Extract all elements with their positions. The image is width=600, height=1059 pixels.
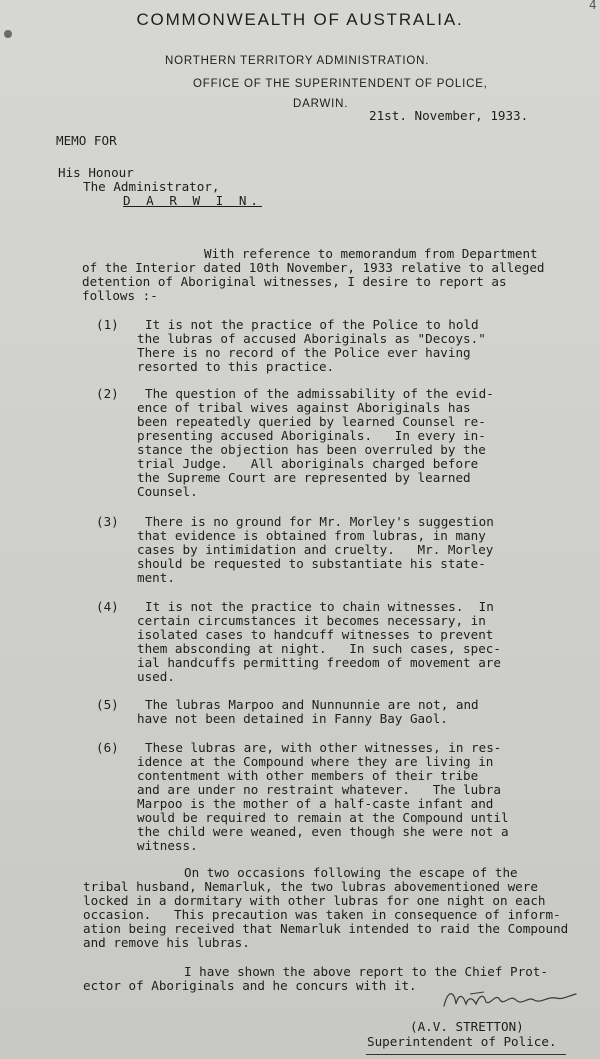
letterhead-title: COMMONWEALTH OF AUSTRALIA. [136, 10, 464, 29]
point-6-line: idence at the Compound where they are living in [137, 754, 494, 769]
point-4-number: (4) [96, 599, 119, 614]
point-2-line: The question of the admissability of the evid- [145, 386, 494, 401]
intro-line-2: of the Interior dated 10th November, 1933 relative to alleged [82, 260, 545, 275]
point-2-line: ence of tribal wives against Aboriginals has [137, 400, 471, 415]
punch-hole [4, 30, 12, 38]
letterhead-city: DARWIN. [293, 98, 349, 110]
point-6-line: contentment with other members of their tribe [137, 768, 479, 783]
point-3-line: There is no ground for Mr. Morley's suggestion [145, 514, 494, 529]
point-3-line: cases by intimidation and cruelty. Mr. Morley [137, 542, 494, 557]
point-6-line: witness. [137, 838, 198, 853]
intro-line-3: detention of Aboriginal witnesses, I desire to report as [82, 274, 507, 289]
report-line: I have shown the above report to the Chief Prot- [184, 964, 548, 979]
occasions-line: On two occasions following the escape of the [184, 865, 518, 880]
point-1-line: resorted to this practice. [137, 359, 335, 374]
point-1-number: (1) [96, 317, 119, 332]
point-3-line: that evidence is obtained from lubras, in many [137, 528, 486, 543]
occasions-line: locked in a dormitary with other lubras for one night on each [83, 893, 546, 908]
point-2-line: Counsel. [137, 484, 198, 499]
occasions-line: ation being received that Nemarluk intended to raid the Compound [83, 921, 569, 936]
occasions-line: and remove his lubras. [83, 935, 250, 950]
point-4-line: isolated cases to handcuff witnesses to prevent [137, 627, 494, 642]
point-1-line: It is not the practice of the Police to hold [145, 317, 479, 332]
point-3-number: (3) [96, 514, 119, 529]
point-2-line: been repeatedly queried by learned Counsel re- [137, 414, 486, 429]
point-5-number: (5) [96, 697, 119, 712]
occasions-line: tribal husband, Nemarluk, the two lubras abovementioned were [83, 879, 538, 894]
point-6-line: and are under no restraint whatever. The lubra [137, 782, 501, 797]
point-6-line: These lubras are, with other witnesses, in res- [145, 740, 502, 755]
report-line: ector of Aboriginals and he concurs with it. [83, 978, 417, 993]
point-4-line: ial handcuffs permitting freedom of movement are [137, 655, 501, 670]
point-6-line: would be required to remain at the Compound until [137, 810, 509, 825]
point-3-line: should be requested to substantiate his state- [137, 556, 486, 571]
letterhead-administration: NORTHERN TERRITORY ADMINISTRATION. [165, 55, 430, 67]
memo-for-label: MEMO FOR [56, 133, 117, 148]
occasions-line: occasion. This precaution was taken in consequence of inform- [83, 907, 561, 922]
letterhead-office: OFFICE OF THE SUPERINTENDENT OF POLICE, [193, 78, 488, 90]
addressee-line-1: His Honour [58, 165, 134, 180]
point-6-line: Marpoo is the mother of a half-caste infant and [137, 796, 494, 811]
point-4-line: used. [137, 669, 175, 684]
point-4-line: certain circumstances it becomes necessary, in [137, 613, 486, 628]
point-2-line: stance the objection has been overruled by the [137, 442, 486, 457]
memo-date: 21st. November, 1933. [369, 108, 529, 123]
point-1-line: There is no record of the Police ever having [137, 345, 471, 360]
signature-rule [366, 1054, 566, 1055]
signatory-title: Superintendent of Police. [367, 1034, 557, 1049]
point-2-number: (2) [96, 386, 119, 401]
point-2-line: the Supreme Court are represented by learned [137, 470, 471, 485]
signatory-name: (A.V. STRETTON) [410, 1019, 524, 1034]
intro-line-1: With reference to memorandum from Department [204, 246, 538, 261]
point-5-line: The lubras Marpoo and Nunnunnie are not, and [145, 697, 479, 712]
addressee-line-2: The Administrator, [83, 179, 220, 194]
page-number: 4 [589, 0, 597, 12]
point-6-line: the child were weaned, even though she were not a [137, 824, 509, 839]
point-5-line: have not been detained in Fanny Bay Gaol. [137, 711, 448, 726]
point-4-line: It is not the practice to chain witnesses. In [145, 599, 494, 614]
point-6-number: (6) [96, 740, 119, 755]
point-1-line: the lubras of accused Aboriginals as "Decoys." [137, 331, 486, 346]
point-4-line: them absconding at night. In such cases, spec- [137, 641, 501, 656]
intro-line-4: follows :- [82, 288, 158, 303]
addressee-line-3: D A R W I N. [123, 193, 262, 208]
handwritten-signature [440, 986, 580, 1012]
point-2-line: presenting accused Aboriginals. In every in- [137, 428, 486, 443]
point-3-line: ment. [137, 570, 175, 585]
point-2-line: trial Judge. All aboriginals charged before [137, 456, 479, 471]
